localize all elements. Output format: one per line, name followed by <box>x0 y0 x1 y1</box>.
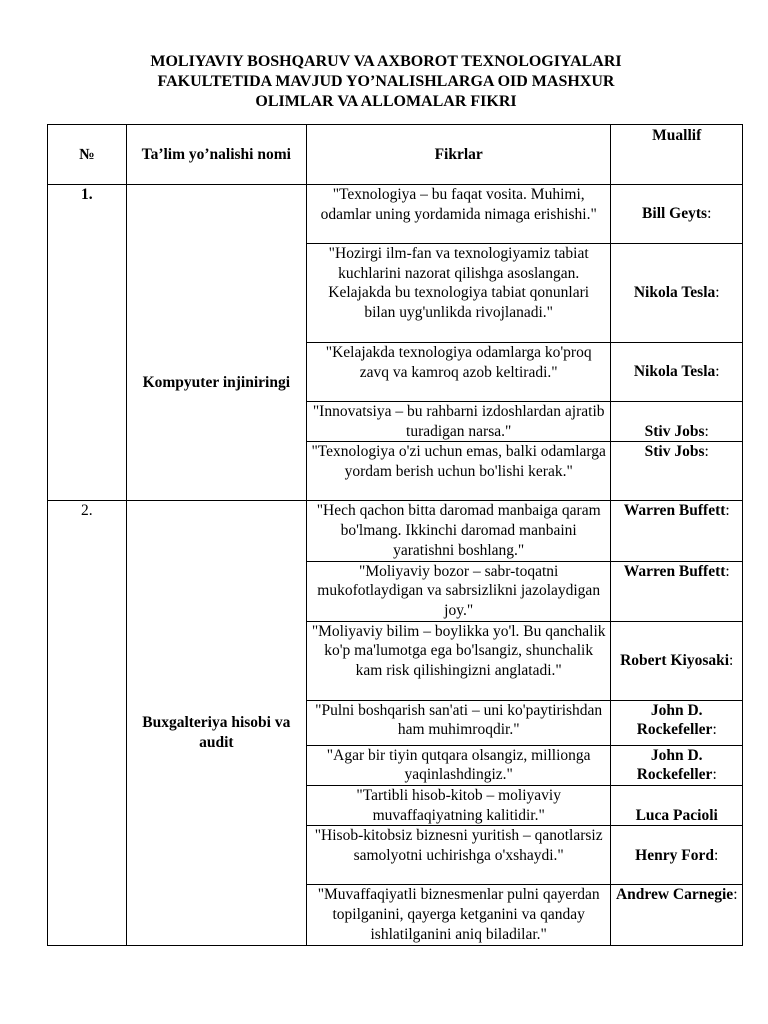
author-suffix: : <box>713 846 719 864</box>
author-name: Warren Buffett <box>623 562 726 580</box>
quote-cell: "Hech qachon bitta daromad manbaiga qaram bo'lmang. Ikkinchi daromad manbaini yaratishni boshlang." <box>306 501 611 561</box>
header-direction: Ta’lim yo’nalishi nomi <box>126 125 306 185</box>
author-cell <box>611 826 743 885</box>
author-suffix: : <box>712 721 717 739</box>
quote-cell: "Agar bir tiyin qutqara olsangiz, millionga yaqinlashdingiz." <box>306 745 611 785</box>
author-suffix: : <box>715 363 720 381</box>
header-author: Muallif <box>611 125 743 185</box>
author-name: Andrew Carnegie <box>615 886 734 904</box>
quote-cell: "Muvaffaqiyatli biznesmenlar pulni qayerdan topilganini, qayerga ketganini va qanday ishlatilganini aniq biladilar." <box>306 885 611 945</box>
quote-cell: "Pulni boshqarish san'ati – uni ko'paytirishdan ham muhimroqdir." <box>306 700 611 745</box>
section-direction: Buxgalteriya hisobi va audit <box>126 501 306 945</box>
author-suffix: : <box>725 502 730 520</box>
document-title <box>60 52 712 112</box>
author-suffix: : <box>733 886 738 904</box>
author-suffix: : <box>704 443 709 461</box>
table-row <box>48 501 743 561</box>
author-suffix: : <box>725 562 730 580</box>
author-name: Nikola Tesla <box>633 284 716 302</box>
author-cell <box>611 244 743 343</box>
author-cell <box>611 786 743 826</box>
section-number: 1. <box>48 185 127 501</box>
author-cell <box>611 442 743 501</box>
table-header-row <box>48 125 743 185</box>
author-cell <box>611 501 743 561</box>
author-suffix: : <box>704 422 709 440</box>
author-name: Bill Geyts <box>642 205 708 223</box>
quote-cell: "Moliyaviy bozor – sabr-toqatni mukofotlaydigan va sabrsizlikni jazolaydigan joy." <box>306 561 611 621</box>
quote-cell: "Texnologiya – bu faqat vosita. Muhimi, odamlar uning yordamida nimaga erishishi." <box>306 185 611 244</box>
author-cell <box>611 885 743 945</box>
header-number: № <box>48 125 127 185</box>
author-name: Henry Ford <box>635 846 714 864</box>
quote-cell: "Moliyaviy bilim – boylikka yo'l. Bu qanchalik ko'p ma'lumotga ega bo'lsangiz, shunchalik kam risk qilishingizni anglatadi." <box>306 621 611 700</box>
author-suffix: : <box>715 284 720 302</box>
title-line-1: MOLIYAVIY BOSHQARUV VA AXBOROT TEXNOLOGIYALARI <box>150 53 622 70</box>
author-cell <box>611 621 743 700</box>
author-cell <box>611 745 743 785</box>
author-name: John D. Rockefeller <box>636 701 713 739</box>
author-suffix: : <box>707 205 712 223</box>
quote-cell: "Kelajakda texnologiya odamlarga ko'proq zavq va kamroq azob keltiradi." <box>306 343 611 402</box>
author-cell <box>611 700 743 745</box>
quotes-table <box>47 124 743 946</box>
author-cell <box>611 343 743 402</box>
quote-cell: "Tartibli hisob-kitob – moliyaviy muvaffaqiyatning kalitidir." <box>306 786 611 826</box>
title-line-2: FAKULTETIDA MAVJUD YO’NALISHLARGA OID MASHXUR <box>157 73 615 90</box>
section-number: 2. <box>48 501 127 945</box>
author-name: Nikola Tesla <box>633 363 716 381</box>
quote-cell: "Texnologiya o'zi uchun emas, balki odamlarga yordam berish uchun bo'lishi kerak." <box>306 442 611 501</box>
quote-cell: "Hisob-kitobsiz biznesni yuritish – qanotlarsiz samolyotni uchirishga o'xshaydi." <box>306 826 611 885</box>
author-name: Warren Buffett <box>623 502 726 520</box>
author-name: Luca Pacioli <box>635 806 718 824</box>
author-suffix: : <box>729 651 734 669</box>
section-direction: Kompyuter injiniringi <box>126 185 306 501</box>
author-name: Robert Kiyosaki <box>620 651 730 669</box>
author-suffix: : <box>712 766 717 784</box>
author-name: John D. Rockefeller <box>636 746 713 784</box>
header-quotes: Fikrlar <box>306 125 611 185</box>
author-cell <box>611 402 743 442</box>
quote-cell: "Hozirgi ilm-fan va texnologiyamiz tabiat kuchlarini nazorat qilishga asoslangan. Kelajakda bu texnologiya tabiat qonunlari bilan uyg'unlikda rivojlanadi." <box>306 244 611 343</box>
author-cell <box>611 561 743 621</box>
author-name: Stiv Jobs <box>644 443 705 461</box>
author-cell <box>611 185 743 244</box>
title-line-3: OLIMLAR VA ALLOMALAR FIKRI <box>255 93 517 110</box>
author-name: Stiv Jobs <box>644 422 705 440</box>
quote-cell: "Innovatsiya – bu rahbarni izdoshlardan ajratib turadigan narsa." <box>306 402 611 442</box>
table-row <box>48 185 743 244</box>
